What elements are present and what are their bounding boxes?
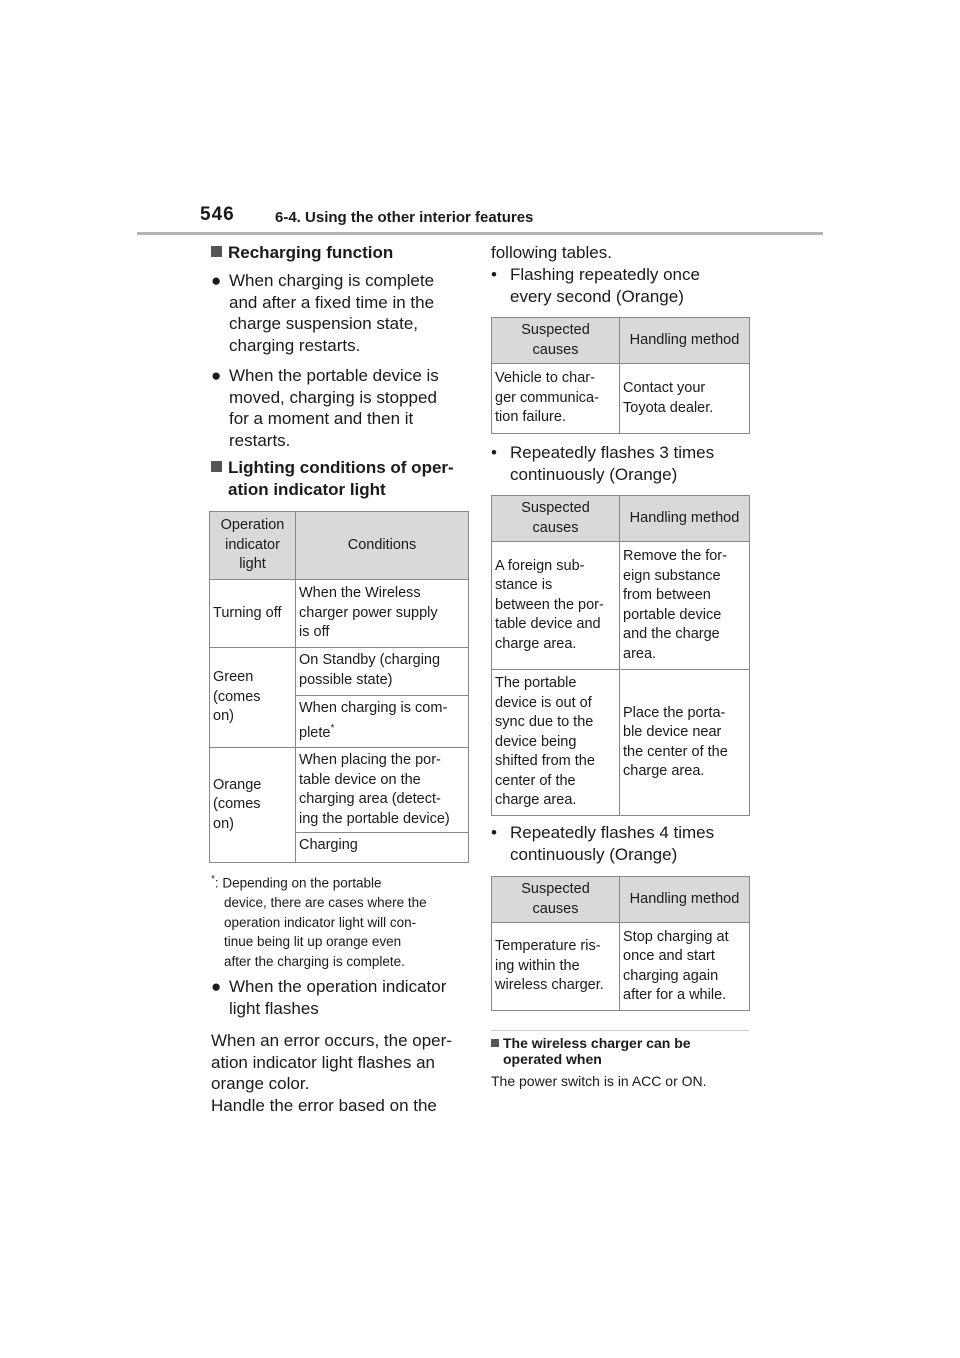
bullet-dot-icon: ● — [211, 271, 222, 290]
table-cell-green-complete: When charging is com- plete* — [296, 696, 469, 748]
table-header-indicator: Operation indicator light — [210, 512, 296, 580]
flash-four-table — [491, 876, 750, 1011]
lighting-heading: Lighting conditions of oper- ation indicator light — [211, 457, 454, 501]
table-header-conditions: Conditions — [296, 512, 469, 580]
flash-once-label: • Flashing repeatedly once every second (Orange) — [491, 265, 700, 306]
table-cell-orange-charging: Charging — [296, 833, 469, 863]
bullet-charging-complete: ● When charging is complete and after a fixed time in the charge suspension state, charging restarts. — [211, 271, 435, 355]
table-header-method: Handling method — [620, 318, 750, 364]
section-title: 6-4. Using the other interior features — [275, 209, 534, 226]
table-cell-orange-placing: When placing the por- table device on the charging area (detect- ing the portable device) — [296, 748, 469, 833]
table-cell-green-standby: On Standby (charging possible state) — [296, 648, 469, 696]
table-cell-green: Green (comes on) — [210, 648, 296, 748]
table-cell-method: Stop charging at once and start charging again after for a while. — [620, 923, 750, 1011]
bullet-dot-icon: ● — [211, 366, 222, 385]
note-text: The power switch is in ACC or ON. — [491, 1073, 707, 1089]
table-cell-cause: The portable device is out of sync due to the device being shifted from the center of the charge area. — [492, 670, 620, 816]
table-cell-cause: Vehicle to char- ger communica- tion failure. — [492, 364, 620, 434]
note-heading: The wireless charger can be operated when — [491, 1035, 691, 1067]
table-header-method: Handling method — [620, 877, 750, 923]
table-cell-orange: Orange (comes on) — [210, 748, 296, 863]
square-bullet-icon — [491, 1039, 499, 1047]
page-number: 546 — [200, 204, 235, 225]
table-cell-turning-off-condition: When the Wireless charger power supply is off — [296, 580, 469, 648]
paragraph-continued: following tables. — [491, 243, 612, 262]
footnote: *: Depending on the portable device, there are cases where the operation indicator light will con- tinue being lit up orange even after the charging is complete. — [211, 874, 427, 969]
table-cell-method: Remove the for- eign substance from between portable device and the charge area. — [620, 542, 750, 670]
table-header-causes: Suspected causes — [492, 318, 620, 364]
error-paragraph: When an error occurs, the oper- ation indicator light flashes an orange color. Handle the error based on the — [211, 1031, 452, 1115]
table-header-causes: Suspected causes — [492, 496, 620, 542]
bullet-device-moved: ● When the portable device is moved, charging is stopped for a moment and then it restarts. — [211, 366, 439, 450]
table-cell-method: Contact your Toyota dealer. — [620, 364, 750, 434]
recharging-heading: Recharging function — [211, 242, 393, 264]
bullet-dot-icon: ● — [211, 977, 222, 996]
table-header-causes: Suspected causes — [492, 877, 620, 923]
note-divider — [491, 1030, 749, 1031]
indicator-table — [209, 511, 469, 863]
flash-once-table — [491, 317, 750, 434]
table-header-method: Handling method — [620, 496, 750, 542]
table-cell-cause: A foreign sub- stance is between the por- table device and charge area. — [492, 542, 620, 670]
table-cell-cause: Temperature ris- ing within the wireless charger. — [492, 923, 620, 1011]
flash-four-label: • Repeatedly flashes 4 times continuously (Orange) — [491, 823, 715, 864]
bullet-indicator-flashes: ● When the operation indicator light flashes — [211, 977, 447, 1018]
header-rule — [137, 232, 823, 235]
flash-three-label: • Repeatedly flashes 3 times continuously (Orange) — [491, 443, 715, 484]
flash-three-table — [491, 495, 750, 816]
table-cell-turning-off: Turning off — [210, 580, 296, 648]
square-bullet-icon — [211, 461, 222, 472]
table-cell-method: Place the porta- ble device near the center of the charge area. — [620, 670, 750, 816]
square-bullet-icon — [211, 246, 222, 257]
